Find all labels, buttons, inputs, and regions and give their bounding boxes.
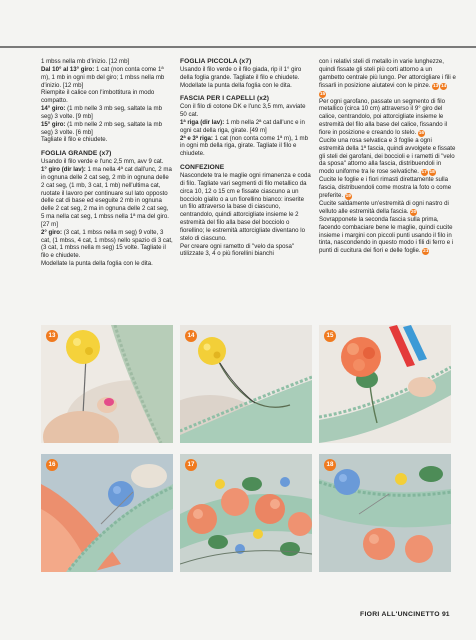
- step-badge: 17: [421, 170, 427, 176]
- photo-number-badge: 13: [46, 330, 58, 342]
- paragraph: Tagliate il filo e chiudete.: [41, 136, 108, 144]
- paragraph: [180, 119, 312, 135]
- round-label: 1° giro (dir lav):: [41, 165, 86, 173]
- round-text: (3 cat, 1 mbss nella m seg) 9 volte, 3 cat, (1 mbss, 4 cat, 1 mbss) nello spazio di 3 cat, (3 cat, 1 mbss nella m seg) 15 volte. Tagliate il filo e chiudete.: [41, 228, 173, 260]
- round-text: (1 mb nelle 3 mb seg, saltate la mb seg) 3 volte. [9 mb]: [41, 105, 162, 120]
- step-badge: 20: [410, 209, 417, 215]
- section-heading: FOGLIA GRANDE (x7): [41, 150, 112, 158]
- row-label: 1ª riga (dir lav):: [180, 118, 225, 126]
- round-label: Dal 10° al 13° giro:: [41, 65, 95, 73]
- section-heading: FASCIA PER I CAPELLI (x2): [180, 95, 270, 103]
- paragraph-text: Per ogni garofano, passate un segmento di filo metallico (circa 10 cm) attraverso il 9° giro del calice, centrandolo, poi attorcigliate insieme le estremità del filo alla base del calice, fissando il fiore in posizione e creando lo stelo.: [319, 97, 448, 136]
- paragraph-text: Cucite una rosa selvatica e 3 foglie a ogni estremità della 1ª fascia, quindi avvolgete e fissate gli steli dei garofani, dei boccioli e i rametti di "velo da sposa" attorno alla fascia, distribuendoli in modo uniforme tra le rose selvatiche.: [319, 136, 456, 176]
- footer-title: FIORI ALL'UNCINETTO: [360, 611, 440, 618]
- paragraph: [41, 66, 173, 90]
- paragraph: [319, 176, 456, 200]
- step-badge: 16: [418, 130, 425, 136]
- paragraph: [41, 229, 173, 260]
- paragraph: Per creare ogni rametto di "velo da sposa" utilizzate 3, 4 o più fiorellini bianchi: [180, 242, 295, 258]
- paragraph: Modellate la punta della foglia con le dita.: [41, 260, 153, 268]
- step-photo-17: [180, 454, 312, 572]
- paragraph: [41, 166, 173, 229]
- paragraph: [319, 200, 456, 216]
- row-label: 2ª e 3ª riga:: [180, 134, 213, 142]
- paragraph: Riempite il calice con l'imbottitura in modo compatto.: [41, 89, 155, 105]
- row-text: 1 cat (non conta come 1ª m), 1 mb in ogni mb della riga, girate. Tagliate il filo e chiudete.: [180, 134, 309, 158]
- paragraph: 1 mbss nella mb d'inizio. [12 mb]: [41, 58, 130, 65]
- text-column-1: [41, 58, 173, 268]
- round-text: (1 mb nelle 2 mb seg, saltate la mb seg) 3 volte. [6 mb]: [41, 120, 162, 136]
- step-badge: 18: [429, 170, 435, 176]
- step-photo-14: [180, 325, 312, 443]
- paragraph: [41, 121, 173, 137]
- step-photo-16: [41, 454, 173, 572]
- paragraph: Nascondete tra le maglie ogni rimanenza e coda di filo. Tagliate vari segmenti di filo metallico da circa 10, 12 o 15 cm e fissate ciascuno a un bocciolo giallo o a un fiorellino bianco: inserite un filo attraverso la base di ciascuno, centrandolo, quindi attorcigliate insieme le 2 estremità del filo alla base del bocciolo o fiorellino; le estremità attorcigliate diventano lo stelo di ciascuno.: [180, 171, 311, 242]
- photo-number-badge: 15: [324, 330, 336, 342]
- paragraph: Usando il filo verde e l'unc 2,5 mm, avv 9 cat.: [41, 158, 164, 166]
- paragraph: Modellate la punta della foglia con le dita.: [180, 81, 292, 89]
- row-text: 1 mb nella 2ª cat dall'unc e in ogni cat della riga, girate. [49 m]: [180, 118, 305, 134]
- photo-number-badge: 18: [324, 459, 336, 471]
- step-photo-13: [41, 325, 173, 443]
- step-badge: 21: [423, 249, 429, 255]
- paragraph-text: Cucite saldamente un'estremità di ogni nastro di velluto alle estremità della fascia.: [319, 199, 449, 215]
- paragraph: Usando il filo verde o il filo giada, rip il 1° giro della foglia grande. Tagliate il filo e chiudete.: [180, 65, 302, 81]
- step-badge: 13: [432, 83, 439, 89]
- step-photo-18: [319, 454, 451, 572]
- photo-number-badge: 16: [46, 459, 58, 471]
- text-column-3: [319, 58, 456, 255]
- text-column-2: [180, 58, 312, 258]
- paragraph: [180, 135, 312, 159]
- round-label: 15° giro:: [41, 120, 66, 128]
- round-label: 14° giro:: [41, 105, 66, 113]
- photo-number-badge: 17: [185, 459, 197, 471]
- paragraph-text: Cucite le foglie e i fiori rimasti direttamente sulla fascia, distribuendoli come mostra la foto o come preferite.: [319, 176, 452, 199]
- round-label: 2° giro:: [41, 228, 63, 236]
- step-photo-15: [319, 325, 451, 443]
- paragraph: [319, 216, 456, 255]
- paragraph-text: Sovrapponete la seconda fascia sulla prima, facendo combaciare bene le maglie, quindi cucite insieme i margini con piccoli punti usando il filo in tinta, nascondendo in questo modo i fili di ferro e i punti di cucitura dei fiori e delle foglie.: [319, 215, 454, 255]
- step-badge: 14: [440, 83, 447, 89]
- paragraph: [41, 105, 173, 121]
- round-text: 1 cat (non conta come 1ª m), 1 mb in ogni mb del giro; 1 mbss nella mb d'inizio. [12 mb]: [41, 65, 165, 89]
- paragraph: [319, 98, 456, 137]
- paragraph: [319, 58, 456, 98]
- section-heading: FOGLIA PICCOLA (x7): [180, 58, 252, 65]
- step-badge: 19: [345, 193, 351, 199]
- top-rule: [0, 46, 476, 48]
- paragraph: [319, 137, 456, 176]
- round-text: 1 ma nella 4ª cat dall'unc, 2 ma in ognuna delle 2 cat seg, 2 mb in ognuna delle 2 cat seg, (1 mb, 3 cat, 1 mb) nell'ultima cat, ruotate il lavoro per continuare sul lato opposto delle cat di base ed eseguite 2 mb in ognuna delle 2 cat seg, 2 ma in ognuna delle 2 cat seg, 5 ma nella cat seg, 1 mbss nella 1ª ma del giro. [27 m]: [41, 165, 172, 228]
- page-number: 91: [442, 611, 450, 618]
- photo-number-badge: 14: [185, 330, 197, 342]
- paragraph: Con il filo di cotone DK e l'unc 3,5 mm, avviate 50 cat.: [180, 103, 306, 119]
- step-badge: 15: [319, 91, 326, 97]
- paragraph-text: con i relativi steli di metallo in varie lunghezze, quindi fissate gli steli più corti attorno a un gambetto centrale più lungo. Per attorcigliare i fili e fissarli in posizione aiutatevi con le pinze.: [319, 58, 456, 89]
- section-heading: CONFEZIONE: [180, 164, 225, 172]
